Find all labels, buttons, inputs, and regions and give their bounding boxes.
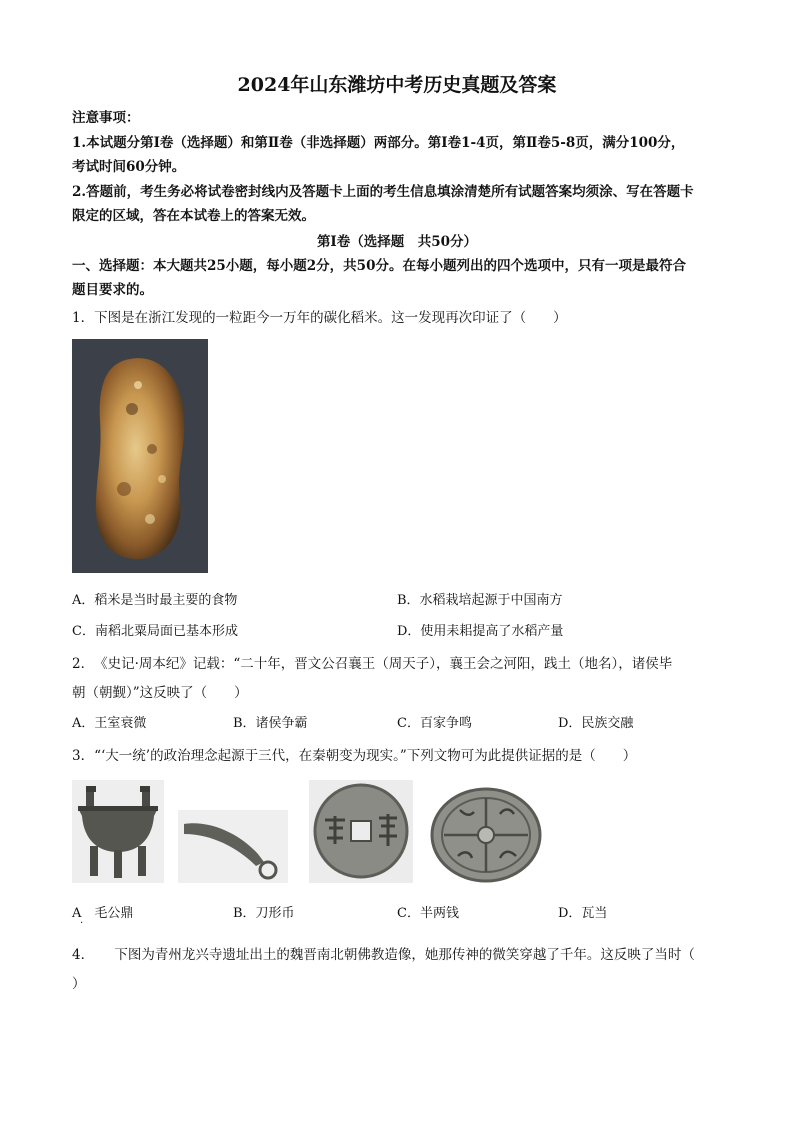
q2-option-b: B．诸侯争霸 — [233, 716, 308, 731]
q3-option-c: C．半两钱 — [397, 906, 459, 921]
q3-option-a-dot: · — [80, 918, 84, 929]
tile-end-image — [430, 786, 542, 883]
q3-option-b: B．刀形币 — [233, 906, 295, 921]
q4-stem-line-2: ） — [72, 976, 86, 992]
q3-stem: 3．“‘大一统’的政治理念起源于三代，在秦朝变为现实。”下列文物可为此提供证据的是（ ） — [72, 748, 637, 764]
q2-stem-line-2: 朝（朝觐）”这反映了（ ） — [72, 685, 248, 701]
banliang-coin-image — [309, 780, 413, 883]
section-title: 第Ⅰ卷（选择题 共50分） — [316, 234, 478, 250]
carbonized-rice-image — [72, 339, 208, 573]
q2-option-d: D．民族交融 — [558, 716, 634, 731]
q4-stem-line-1: 4． 下图为青州龙兴寺遗址出土的魏晋南北朝佛教造像，她那传神的微笑穿越了千年。这反映了当时（ — [72, 947, 695, 963]
notice-item-2-line-1: 2.答题前，考生务必将试卷密封线内及答题卡上面的考生信息填涂清楚所有试题答案均须涂、写在答题卡 — [72, 184, 694, 200]
notice-item-2-line-2: 限定的区域，答在本试卷上的答案无效。 — [72, 208, 315, 224]
instructions-line-2: 题目要求的。 — [72, 282, 153, 298]
q3-option-d: D．瓦当 — [558, 906, 608, 921]
q1-option-d: D．使用耒耜提高了水稻产量 — [397, 624, 564, 639]
page-title: 2024年山东潍坊中考历史真题及答案 — [237, 74, 557, 96]
instructions-line-1: 一、选择题：本大题共25小题，每小题2分，共50分。在每小题列出的四个选项中，只有一项是最符合 — [72, 258, 686, 274]
notice-item-1-line-2: 考试时间60分钟。 — [72, 159, 186, 175]
notice-heading: 注意事项： — [72, 110, 140, 126]
q2-option-c: C．百家争鸣 — [397, 716, 472, 731]
q1-option-c: C．南稻北粟局面已基本形成 — [72, 624, 238, 639]
q1-option-a: A．稻米是当时最主要的食物 — [72, 593, 238, 608]
q1-stem: 1．下图是在浙江发现的一粒距今一万年的碳化稻米。这一发现再次印证了（ ） — [72, 310, 567, 326]
q1-option-b: B．水稻栽培起源于中国南方 — [397, 593, 563, 608]
q3-option-a: A 毛公鼎 — [72, 906, 134, 921]
notice-item-1-line-1: 1.本试题分第Ⅰ卷（选择题）和第Ⅱ卷（非选择题）两部分。第Ⅰ卷1-4页，第Ⅱ卷5-8页，满分100分， — [72, 135, 685, 151]
mao-gong-ding-image — [72, 780, 164, 883]
q2-option-a: A．王室衰微 — [72, 716, 147, 731]
knife-coin-image — [178, 810, 288, 883]
q2-stem-line-1: 2． 《史记·周本纪》记载：“二十年，晋文公召襄王（周天子），襄王会之河阳，践土（地名），诸侯毕 — [72, 656, 673, 672]
